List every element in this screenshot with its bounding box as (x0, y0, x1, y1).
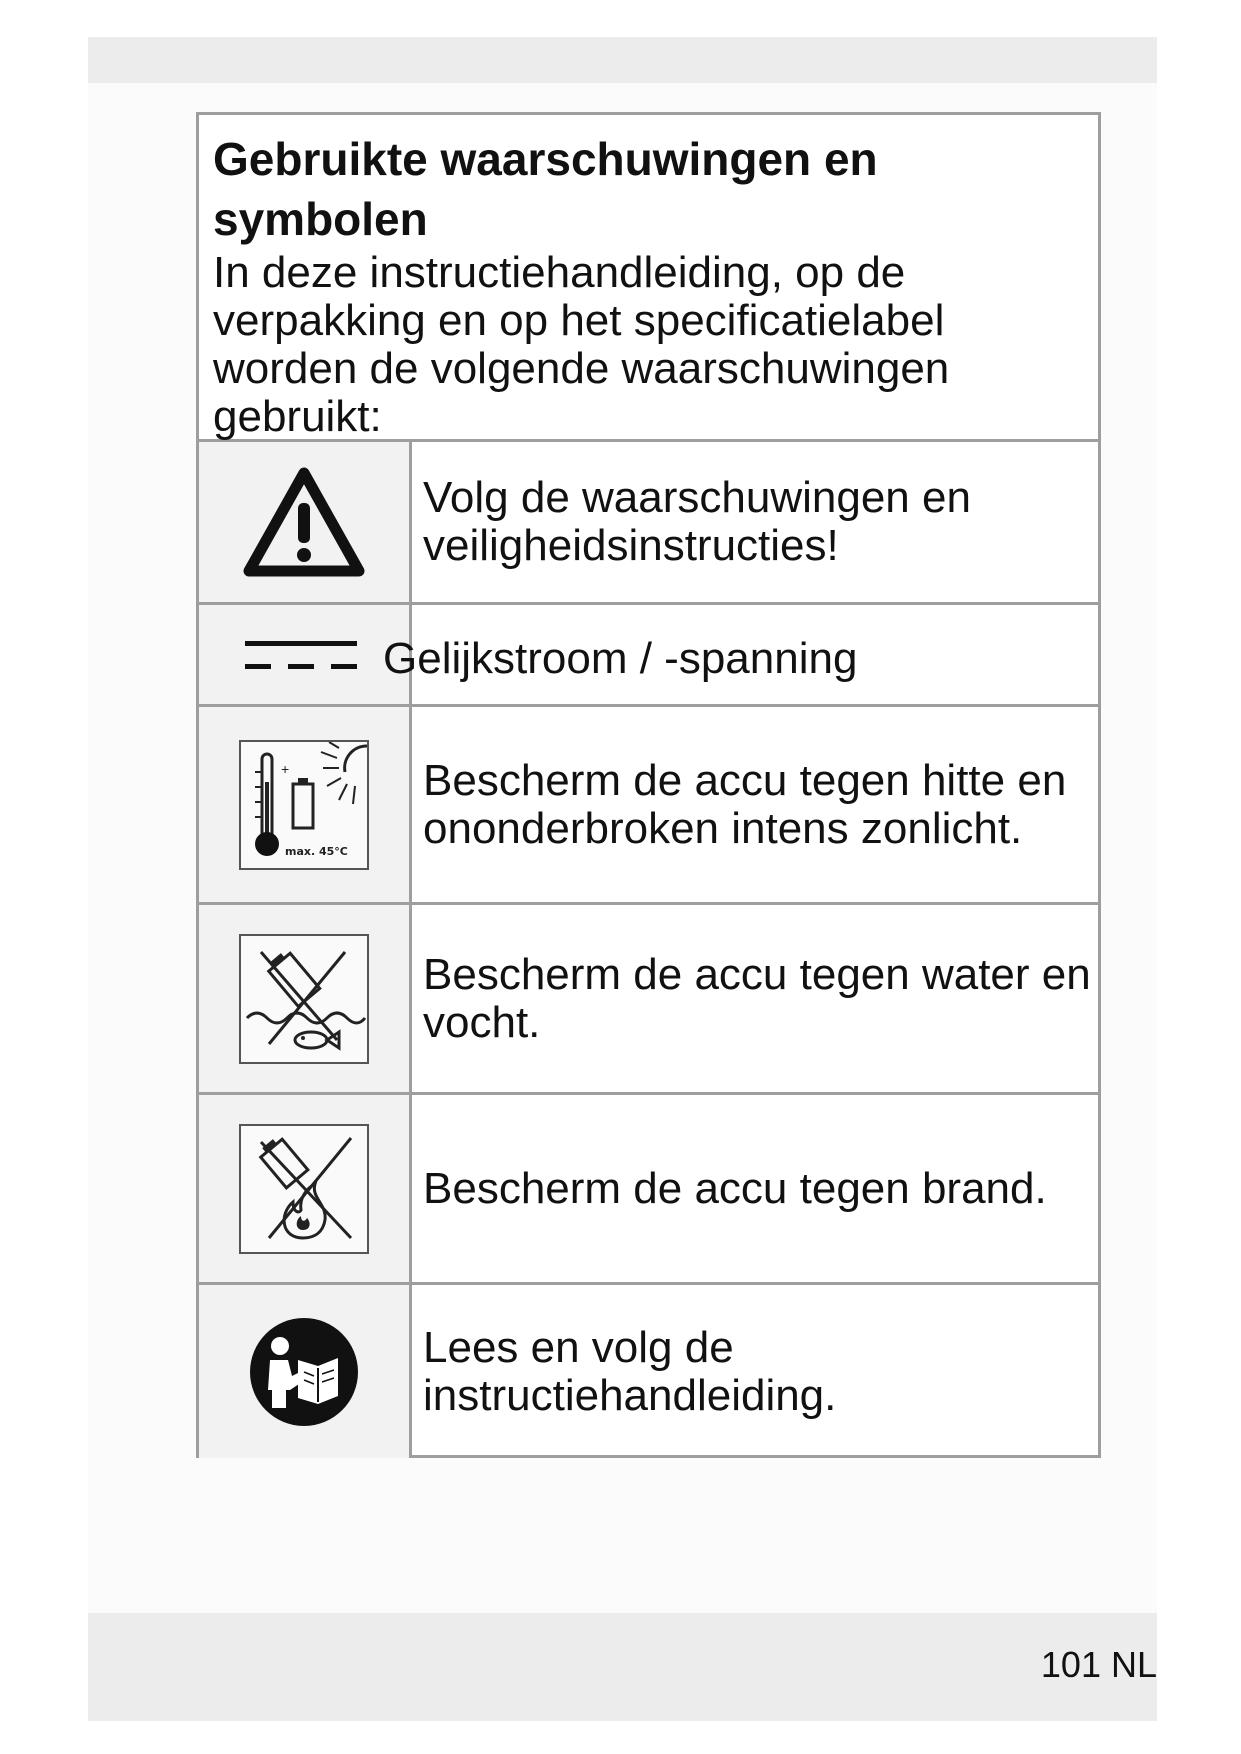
intro-cell (199, 115, 1098, 442)
header-band (88, 37, 1157, 83)
direct-current-icon (245, 635, 357, 675)
symbol-row-direct-current (199, 605, 1098, 707)
symbol-description: Gelijkstroom / -spanning (383, 634, 858, 683)
symbol-row-read-manual (199, 1285, 1098, 1458)
symbol-row-warning (199, 442, 1098, 605)
svg-text:+: + (281, 760, 290, 777)
symbol-description: Lees en volg de instructiehandleiding. (423, 1322, 837, 1420)
page-number: 101 NL (1040, 1644, 1157, 1685)
symbol-row-water (199, 905, 1098, 1095)
icon-cell (199, 442, 412, 602)
footer-band (88, 1613, 1157, 1721)
icon-cell (199, 905, 412, 1092)
symbol-row-heat (199, 707, 1098, 905)
icon-cell (199, 1285, 412, 1458)
icon-cell (199, 1095, 412, 1282)
symbol-description: Bescherm de accu tegen hitte en ononderbroken intens zonlicht. (423, 755, 1067, 853)
read-manual-icon (248, 1316, 360, 1428)
symbols-table (196, 112, 1101, 1458)
icon-cell (199, 707, 412, 902)
symbol-description: Bescherm de accu tegen brand. (423, 1163, 1047, 1213)
no-fire-icon (239, 1124, 369, 1254)
warning-triangle-icon (241, 465, 367, 579)
symbol-description: Volg de waarschuwingen en veiligheidsinstructies! (423, 473, 971, 570)
heat-icon-label: max. 45°C (285, 844, 348, 858)
section-heading: Gebruikte waarschuwingen en symbolen (213, 133, 878, 245)
symbol-description: Bescherm de accu tegen water en vocht. (423, 949, 1091, 1047)
intro-text: In deze instructiehandleiding, op de verpakking en op het specificatielabel worden de volgende waarschuwingen gebruikt: (213, 248, 950, 441)
heat-sun-icon (239, 740, 369, 870)
symbol-row-fire (199, 1095, 1098, 1285)
icon-cell (199, 605, 412, 704)
no-water-icon (239, 934, 369, 1064)
